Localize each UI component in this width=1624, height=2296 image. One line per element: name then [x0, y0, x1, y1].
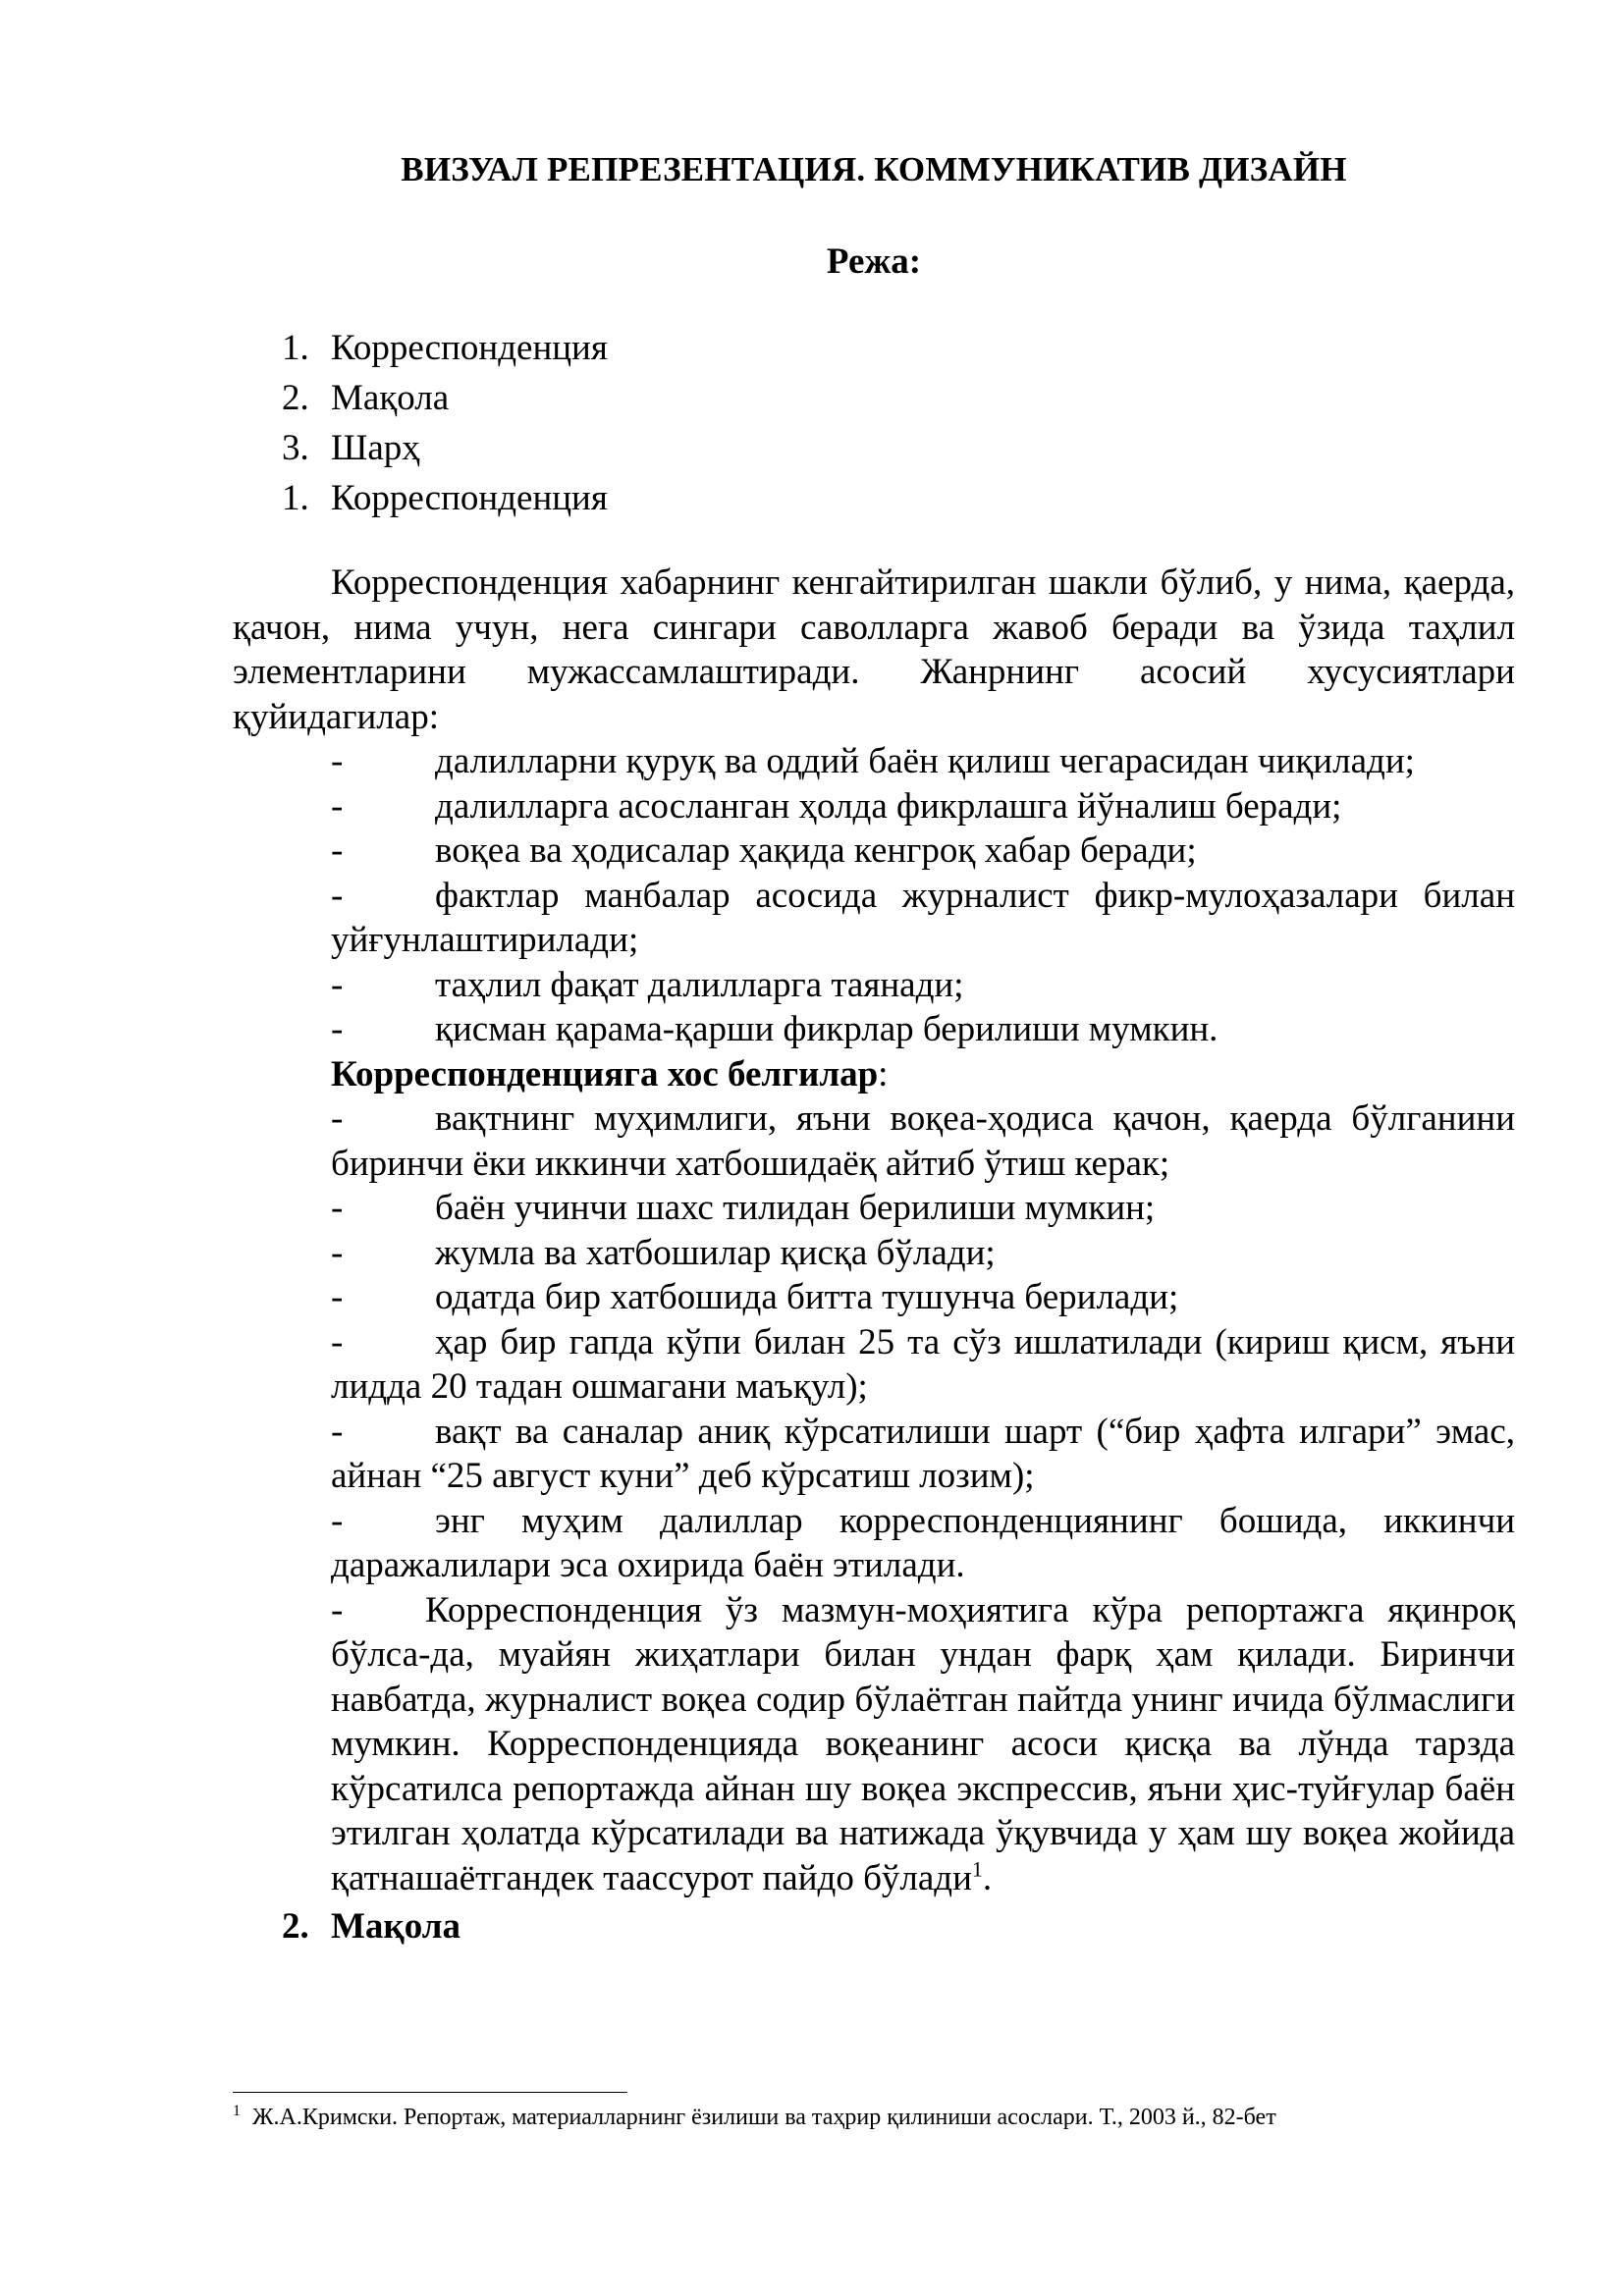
closing-paragraph: [233, 1588, 1515, 1901]
plan-heading: Режа:: [826, 240, 922, 282]
sign-item: [233, 1275, 1515, 1320]
document-page: [233, 147, 1515, 1949]
footnote-text: Ж.А.Кримски. Репортаж, материалларнинг ёзилиши ва таҳрир қилиниши асослари. Т., 2003 й., 82-бет: [252, 2105, 1276, 2130]
plan-item-number: 1.: [282, 478, 309, 518]
dash-marker: -: [331, 964, 344, 1005]
dash-marker: -: [331, 830, 344, 871]
feature-item: [233, 739, 1515, 784]
sign-text: жумла ва хатбошилар қисқа бўлади;: [435, 1232, 996, 1273]
plan-item: [233, 423, 1515, 473]
section-number: 2.: [282, 1906, 309, 1947]
features-list: [233, 739, 1515, 1052]
sign-item: [233, 1320, 1515, 1410]
plan-item-number: 2.: [282, 378, 309, 418]
feature-item: [233, 828, 1515, 874]
sign-text: одатда бир хатбошида битта тушунча берилади;: [435, 1277, 1179, 1317]
plan-item-text: Шарҳ: [331, 428, 420, 468]
feature-text: далилларга асосланган ҳолда фикрлашга йўналиш беради;: [435, 785, 1342, 827]
section-heading: [233, 1904, 1515, 1949]
sign-item: [233, 1410, 1515, 1499]
feature-text: қисман қарама-қарши фикрлар берилиши мумкин.: [435, 1009, 1218, 1049]
sign-item: [233, 1186, 1515, 1231]
sign-text: энг муҳим далиллар корреспонденциянинг бошида, иккинчи даражалилари эса охирида баён этилади.: [331, 1500, 1515, 1585]
signs-heading: [233, 1052, 1515, 1097]
dash-marker: -: [331, 1500, 344, 1541]
closing-text: Корреспонденция ўз мазмун-моҳиятига кўра репортажга яқинроқ бўлса-да, муайян жиҳатлари билан ундан фарқ ҳам қилади. Биринчи навбатда, журналист воқеа содир бўлаётган пайтда унинг ичида бўлмаслиги мумкин. Корреспонденцияда воқеанинг асоси қисқа ва лўнда тарзда кўрсатилса репортажда айнан шу воқеа экспрессив, яъни ҳис-туйғулар баён этилган ҳолатда кўрсатилади ва натижада ўқувчида у ҳам шу воқеа жойида қатнашаётгандек таассурот пайдо бўлади: [331, 1589, 1515, 1898]
feature-item: [233, 784, 1515, 829]
signs-heading-text: Корреспонденцияга хос белгилар: [331, 1053, 879, 1095]
feature-text: фактлар манбалар асосида журналист фикр-мулоҳазалари билан уйғунлаштирилади;: [331, 875, 1515, 960]
plan-list: [233, 323, 1515, 523]
dash-marker: -: [331, 1589, 344, 1630]
signs-heading-colon: :: [878, 1053, 889, 1095]
plan-item-text: Корреспонденция: [331, 328, 608, 368]
plan-item-text: Мақола: [331, 378, 450, 418]
signs-list: [233, 1096, 1515, 1588]
feature-text: воқеа ва ҳодисалар ҳақида кенгроқ хабар беради;: [435, 830, 1197, 871]
closing-period: .: [982, 1857, 993, 1898]
intro-paragraph: Корреспонденция хабарнинг кенгайтирилган шакли бўлиб, у нима, қаерда, қачон, нима учун, нега сингари саволларга жавоб беради ва ўзида таҳлил элементларини мужассамлаштиради. Жанрнинг асосий хусусиятлари қуйидагилар:: [233, 562, 1515, 737]
sign-text: баён учинчи шахс тилидан берилиши мумкин;: [435, 1188, 1156, 1228]
feature-item: [233, 963, 1515, 1008]
feature-item: [233, 874, 1515, 963]
footnote-mark: 1: [233, 2103, 241, 2119]
dash-marker: -: [331, 875, 344, 916]
sign-text: ҳар бир гапда кўпи билан 25 та сўз ишлатилади (кириш қисм, яъни лидда 20 тадан ошмагани маъқул);: [331, 1321, 1515, 1407]
plan-item: [233, 473, 1515, 523]
plan-item: [233, 323, 1515, 373]
dash-marker: -: [331, 785, 344, 827]
feature-text: далилларни қуруқ ва оддий баён қилиш чегарасидан чиқилади;: [435, 741, 1415, 781]
document-title: ВИЗУАЛ РЕПРЕЗЕНТАЦИЯ. КОММУНИКАТИВ ДИЗАЙН: [401, 150, 1347, 188]
dash-marker: -: [331, 1232, 344, 1273]
footnote: [233, 2103, 1515, 2132]
dash-marker: -: [331, 1188, 344, 1228]
plan-item: [233, 373, 1515, 423]
footnote-reference[interactable]: 1: [971, 1856, 983, 1882]
sign-text: вақтнинг муҳимлиги, яъни воқеа-ҳодиса қачон, қаерда бўлганини биринчи ёки иккинчи хатбошидаёқ айтиб ўтиш керак;: [331, 1098, 1515, 1184]
plan-item-number: 1.: [282, 328, 309, 368]
dash-marker: -: [331, 1411, 344, 1452]
sign-text: вақт ва саналар аниқ кўрсатилиши шарт (“бир ҳафта илгари” эмас, айнан “25 август куни” деб кўрсатиш лозим);: [331, 1411, 1515, 1496]
dash-marker: -: [331, 1277, 344, 1317]
plan-item-number: 3.: [282, 428, 309, 468]
sign-item: [233, 1499, 1515, 1588]
feature-item: [233, 1007, 1515, 1052]
dash-marker: -: [331, 1009, 344, 1049]
plan-item-text: Корреспонденция: [331, 478, 608, 518]
sign-item: [233, 1231, 1515, 1276]
sign-item: [233, 1096, 1515, 1186]
dash-marker: -: [331, 1321, 344, 1362]
footnote-separator: [233, 2092, 627, 2093]
feature-text: таҳлил фақат далилларга таянади;: [435, 964, 964, 1005]
dash-marker: -: [331, 1098, 344, 1139]
section-title: Мақола: [331, 1906, 461, 1947]
dash-marker: -: [331, 741, 344, 781]
